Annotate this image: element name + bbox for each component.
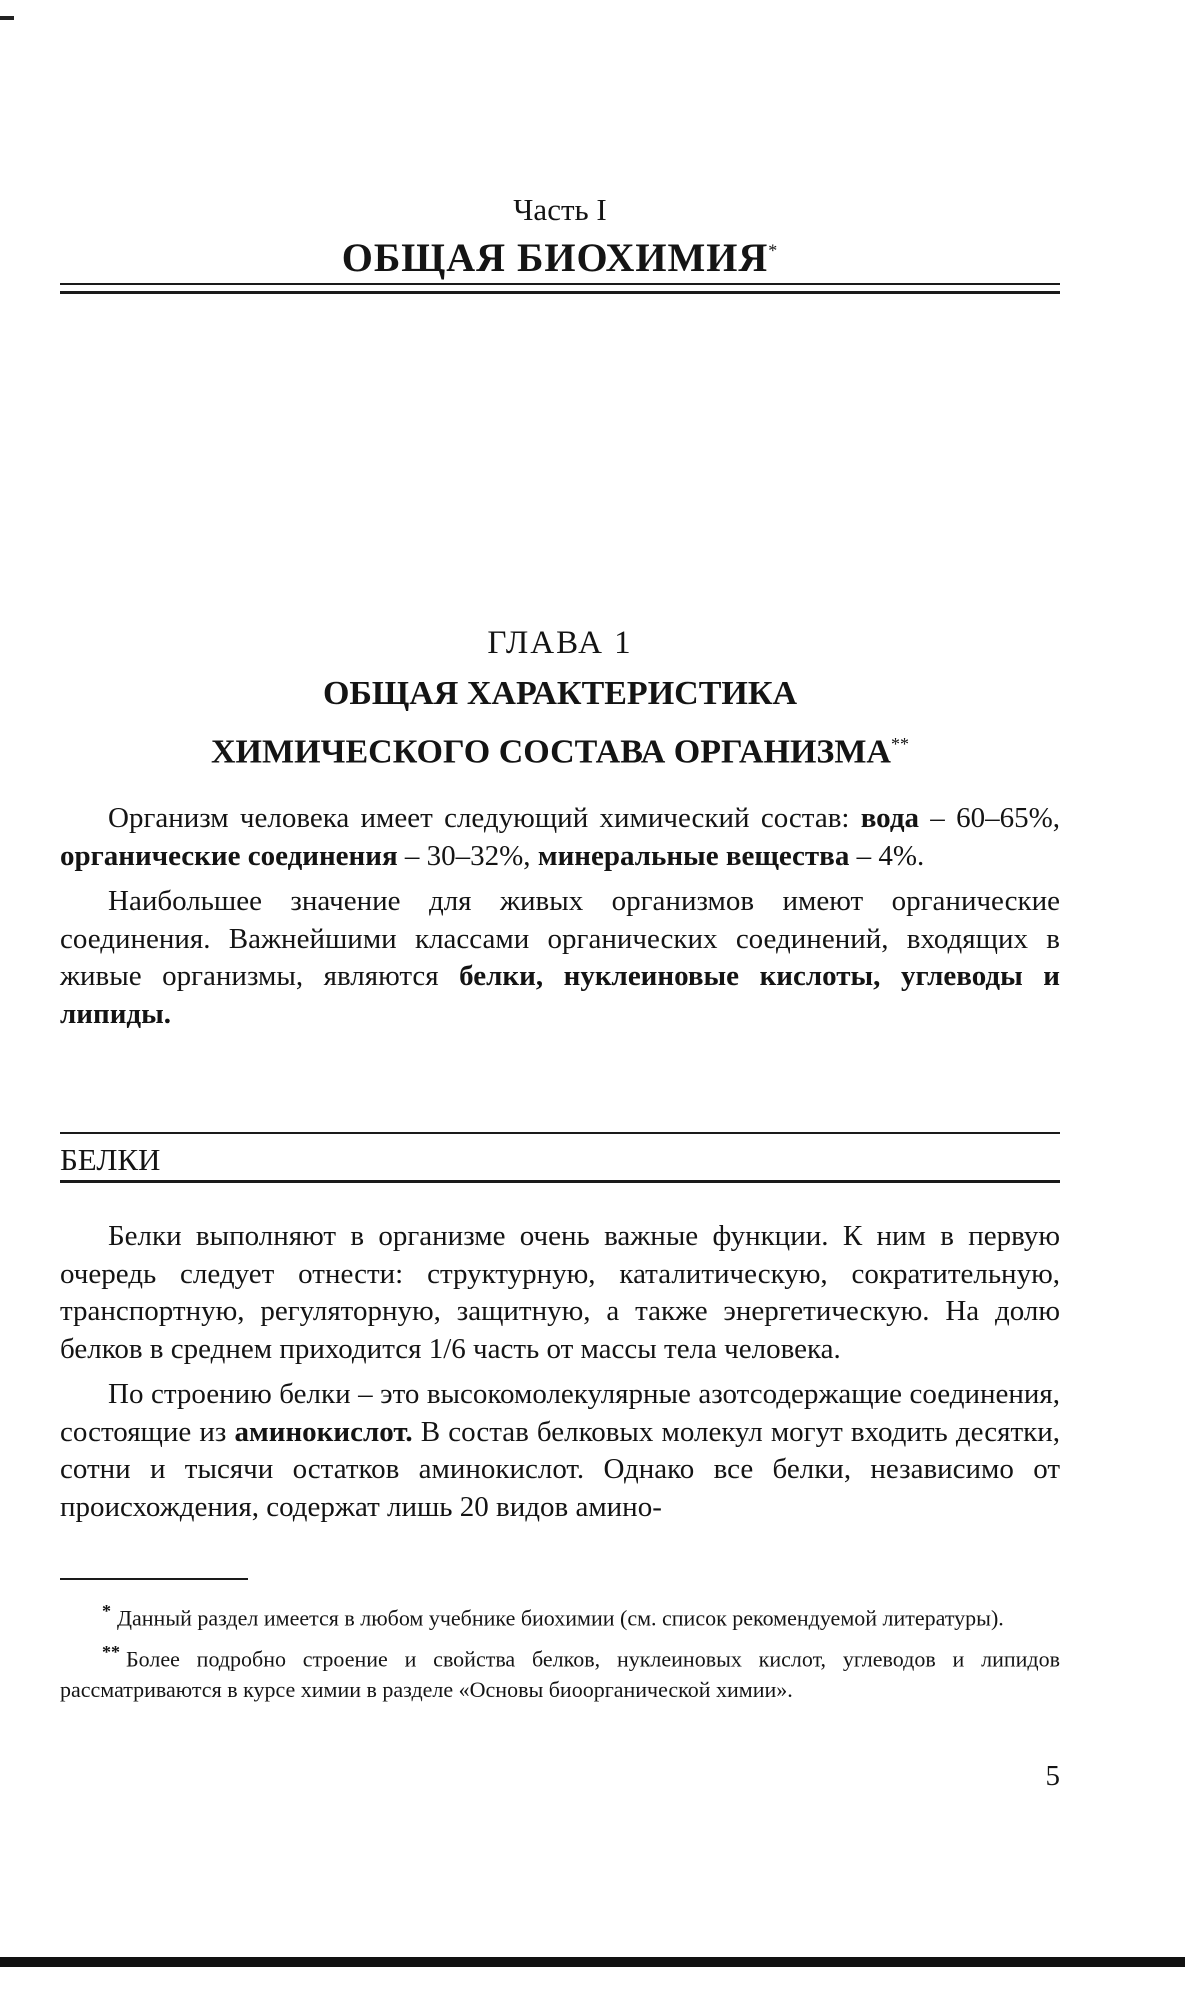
bold-term: органические соединения <box>60 839 398 872</box>
footnote-2 <box>60 1637 1060 1704</box>
footnotes <box>60 1596 1060 1705</box>
text-run: В состав белковых молекул могут входить десятки, сотни и тысячи остатков аминокислот. Однако все белки, независимо от происхождения, содержат лишь 20 видов амино- <box>60 1415 1060 1523</box>
text-run: Наибольшее значение для живых организмов имеют органические соединения. Важнейшими классами органических соединений, входящих в живые организмы, являются <box>60 885 1060 992</box>
text-run: – 4%. <box>849 839 925 872</box>
part-rule-bottom <box>60 291 1060 294</box>
chapter-title-line-2 <box>0 719 1120 777</box>
part-title <box>0 234 1120 281</box>
footnote-1 <box>60 1596 1060 1633</box>
text-run: – 30–32%, <box>397 839 538 872</box>
section-paragraph-2 <box>60 1376 1060 1526</box>
bold-term: аминокислот. <box>234 1415 413 1448</box>
bold-term: вода <box>860 802 920 834</box>
bold-term: минеральные вещества <box>537 839 850 872</box>
footnote-1-mark: * <box>102 1601 111 1621</box>
footnote-2-text: Более подробно строение и свойства белков, нуклеиновых кислот, углеводов и липидов рассматриваются в курсе химии в разделе «Основы биоорганической химии». <box>60 1646 1060 1702</box>
chapter-title-footnote-mark: ** <box>890 734 909 754</box>
chapter-title-line-2-text: ХИМИЧЕСКОГО СОСТАВА ОРГАНИЗМА <box>211 733 891 771</box>
text-run: По строению белки – это высокомолекулярные азотсодержащие соединения, состоящие из <box>60 1378 1060 1448</box>
text-run: Белки выполняют в организме очень важные функции. К ним в первую очередь следует отнести: структурную, каталитическую, сократительную, транспортную, регуляторную, защитную, а также энергетическую. На долю белков в среднем приходится 1/6 часть от массы тела человека. <box>60 1220 1060 1365</box>
section-rule-top <box>60 1132 1060 1134</box>
part-title-text: ОБЩАЯ БИОХИМИЯ <box>341 235 769 280</box>
section-text <box>60 1218 1060 1526</box>
scan-corner-mark <box>0 16 14 20</box>
footnote-2-mark: ** <box>102 1642 120 1663</box>
intro-paragraph-2 <box>60 883 1060 1033</box>
section-rule-bottom <box>60 1180 1060 1183</box>
scan-bottom-edge <box>0 1957 1185 1967</box>
text-run: Организм человека имеет следующий химический состав: <box>108 802 861 834</box>
part-rule-top <box>60 283 1060 285</box>
page-number: 5 <box>1045 1760 1060 1792</box>
chapter-title-line-1: ОБЩАЯ ХАРАКТЕРИСТИКА <box>322 675 798 712</box>
intro-paragraph-1 <box>60 800 1060 875</box>
text-run: – 60–65%, <box>919 802 1060 834</box>
footnote-1-text: Данный раздел имеется в любом учебнике биохимии (см. список рекомендуемой литературы). <box>117 1605 1004 1631</box>
section-paragraph-1 <box>60 1218 1060 1368</box>
footnote-separator <box>60 1578 248 1580</box>
bold-term: белки, нуклеиновые кислоты, углеводы и липиды. <box>60 960 1060 1030</box>
chapter-title <box>0 668 1120 777</box>
part-title-footnote-mark: * <box>768 240 779 261</box>
part-label: Часть I <box>513 192 607 227</box>
section-heading: БЕЛКИ <box>60 1142 161 1177</box>
intro-text <box>60 800 1060 1033</box>
chapter-label: ГЛАВА 1 <box>487 625 633 661</box>
